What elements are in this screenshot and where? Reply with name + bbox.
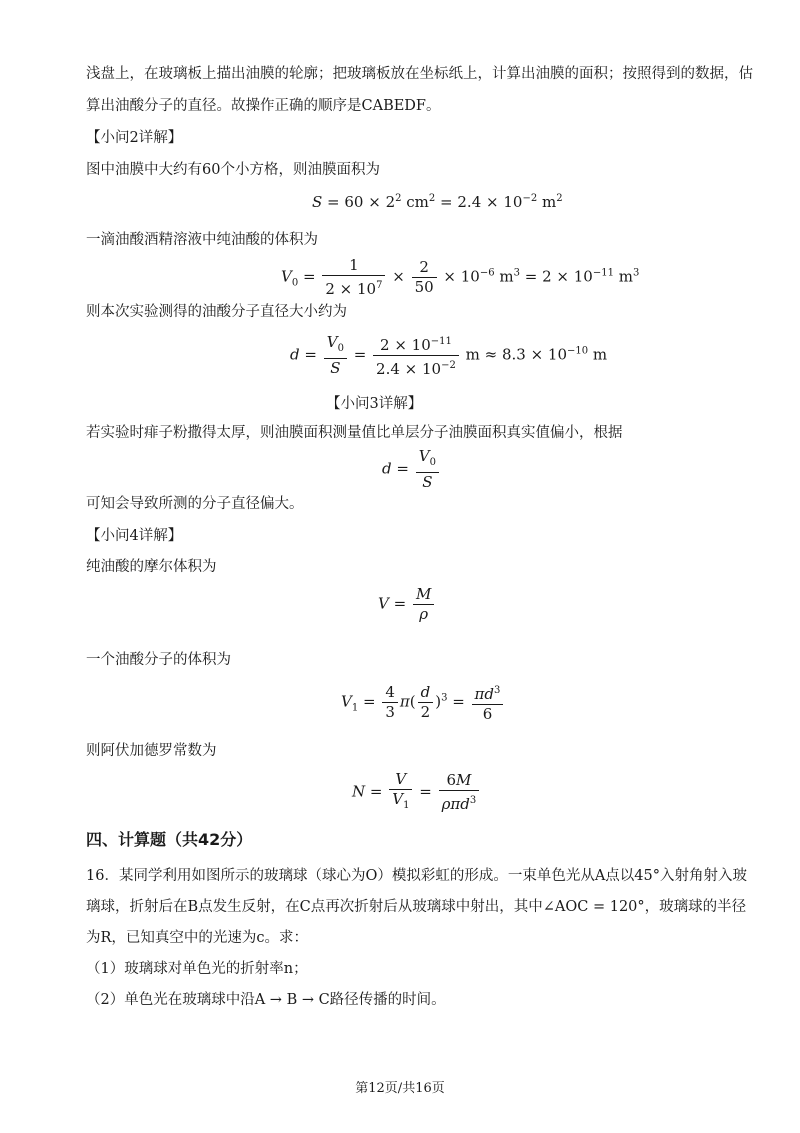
- question-16-part-1: （1）玻璃球对单色光的折射率n；: [86, 961, 308, 977]
- question-16-line: 16．某同学利用如图所示的玻璃球（球心为O）模拟彩虹的形成。一束单色光从A点以45°入射角射入玻: [86, 868, 748, 884]
- equation-oil-film-area: $S = 60 \times 2^2$ $cm^2 = 2.4 \times 10^{-2}$ $m^2$: [312, 193, 563, 211]
- equation-oleic-acid-volume: $V_0$ = $\frac{1}{2 \times 10^7}$ × $\frac{2}{50}$ × $10^{-6}$ $m^3 = 2 \times 10^{-11}$ $m^3$: [281, 256, 640, 298]
- subquestion-3-title: 【小问3详解】: [326, 396, 423, 412]
- question-16-part-2: （2）单色光在玻璃球中沿A → B → C路径传播的时间。: [86, 992, 446, 1008]
- paragraph-line: 则阿伏加德罗常数为: [86, 743, 217, 759]
- paragraph-line: 一滴油酸酒精溶液中纯油酸的体积为: [86, 232, 318, 248]
- page-number: 第12页/共16页: [355, 1081, 445, 1096]
- equation-molar-volume: V = $\frac{M}{\rho}$: [378, 585, 436, 624]
- equation-avogadro-number: N = $\frac{V}{V_1}$ = $\frac{6M}{\rho\pi d^3}$: [352, 770, 481, 815]
- subquestion-2-title: 【小问2详解】: [86, 130, 183, 146]
- paragraph-line: 纯油酸的摩尔体积为: [86, 559, 217, 575]
- paragraph-line: 一个油酸分子的体积为: [86, 652, 231, 668]
- paragraph-line: 图中油膜中大约有60个小方格，则油膜面积为: [86, 162, 380, 178]
- equation-molecule-diameter: d = $\frac{V_0}{S}$ = $\frac{2 \times 10^{-11}}{2.4 \times 10^{-2}}$ $m \approx 8.3 \times 10^{-10}$ m: [290, 333, 608, 378]
- question-16-line: 为R，已知真空中的光速为c。求：: [86, 930, 309, 946]
- paragraph-line: 算出油酸分子的直径。故操作正确的顺序是CABEDF。: [86, 98, 441, 114]
- section-heading: 四、计算题（共42分）: [86, 830, 253, 849]
- paragraph-line: 若实验时痱子粉撒得太厚，则油膜面积测量值比单层分子油膜面积真实值偏小，根据: [86, 425, 623, 441]
- subquestion-4-title: 【小问4详解】: [86, 528, 183, 544]
- paragraph-line: 则本次实验测得的油酸分子直径大小约为: [86, 304, 347, 320]
- equation-diameter-formula: d = $\frac{V_0}{S}$: [382, 447, 441, 492]
- paragraph-line: 可知会导致所测的分子直径偏大。: [86, 496, 304, 512]
- paragraph-line: 浅盘上，在玻璃板上描出油膜的轮廓；把玻璃板放在坐标纸上，计算出油膜的面积；按照得到的数据，估: [86, 66, 753, 82]
- equation-molecule-volume: $V_1$ = $\frac{4}{3}$ π( $\frac{d}{2}$ )$^3$ = $\frac{\pi d^3}{6}$: [341, 681, 505, 724]
- question-16-line: 璃球，折射后在B点发生反射，在C点再次折射后从玻璃球中射出，其中∠AOC = 120°，玻璃球的半径: [86, 899, 747, 915]
